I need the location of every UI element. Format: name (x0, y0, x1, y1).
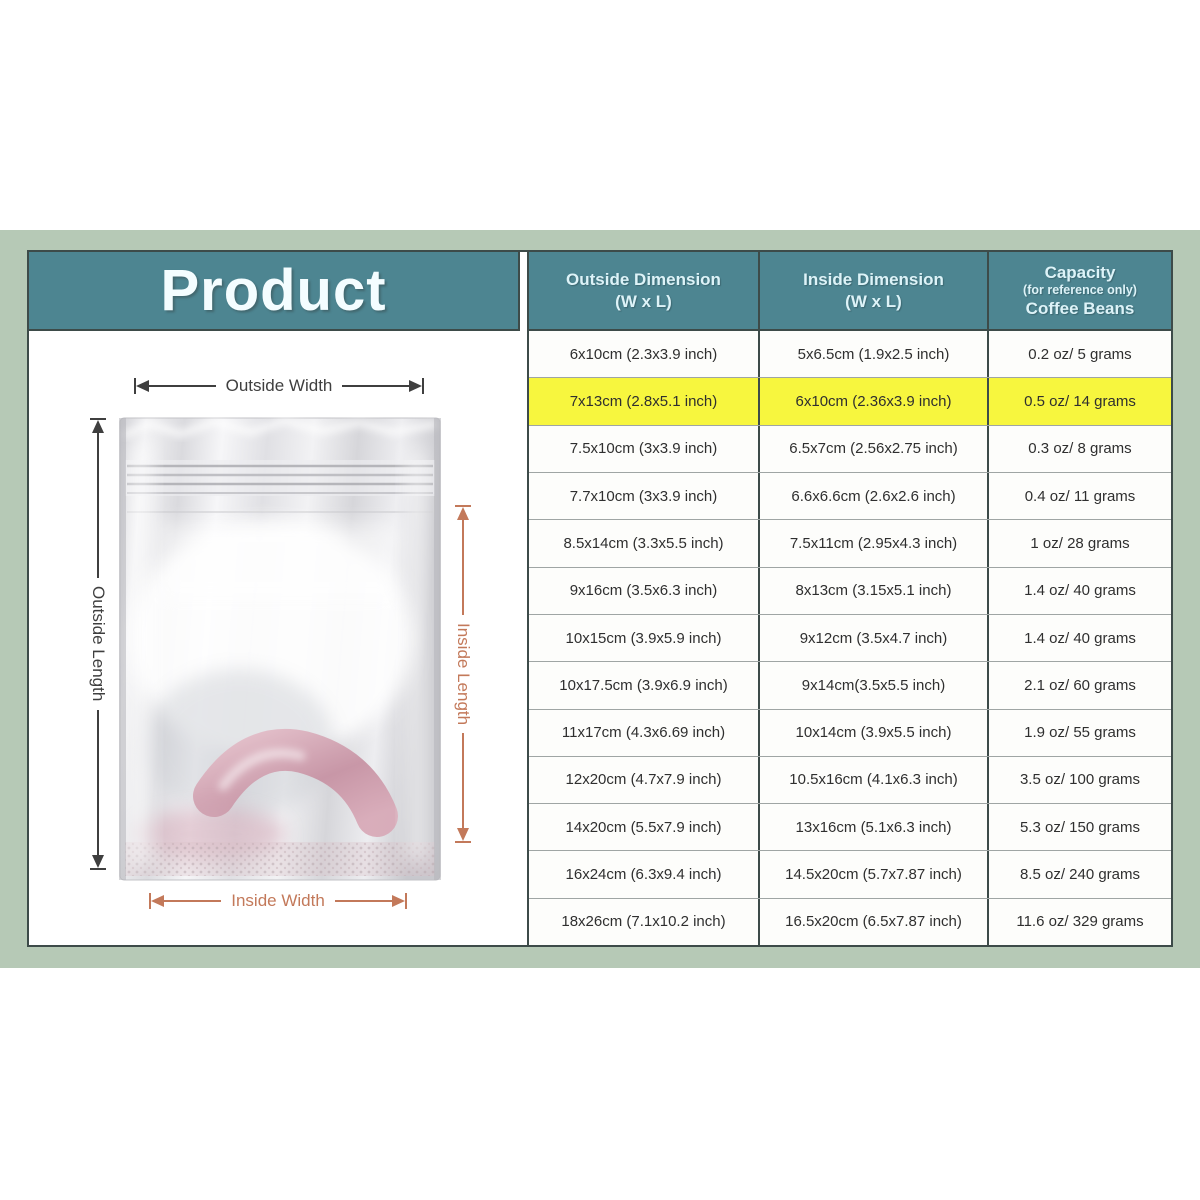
cell-inside: 6.5x7cm (2.56x2.75 inch) (758, 426, 987, 472)
cell-capacity: 1.9 oz/ 55 grams (987, 710, 1171, 756)
arrow-line (97, 710, 99, 855)
arrow-line (462, 520, 464, 615)
cell-capacity: 1.4 oz/ 40 grams (987, 615, 1171, 661)
cell-outside: 7x13cm (2.8x5.1 inch) (569, 392, 718, 410)
arrow-line (97, 433, 99, 578)
cell-capacity: 0.4 oz/ 11 grams (987, 473, 1171, 519)
table-row (529, 803, 1171, 850)
cell-outside: 18x26cm (7.1x10.2 inch) (561, 913, 726, 931)
bag-illustration (119, 414, 441, 884)
arrow-right-icon (392, 895, 405, 907)
cell-outside: 10x17.5cm (3.9x6.9 inch) (559, 676, 728, 694)
dimension-table (527, 252, 1171, 945)
column-header-outside-dimension: Outside Dimension (W x L) (566, 270, 721, 311)
table-row (529, 850, 1171, 897)
arrow-cap (422, 378, 424, 394)
arrow-cap (455, 841, 471, 843)
table-row (529, 614, 1171, 661)
column-header-inside-dimension: Inside Dimension (W x L) (758, 252, 987, 329)
cell-outside: 6x10cm (2.3x3.9 inch) (569, 345, 718, 363)
inside-length-arrow (452, 505, 474, 843)
cell-capacity: 1.4 oz/ 40 grams (987, 568, 1171, 614)
product-title-bar (29, 252, 520, 331)
cell-capacity: 0.3 oz/ 8 grams (987, 426, 1171, 472)
table-row (529, 567, 1171, 614)
arrow-line (164, 900, 221, 902)
cell-capacity: 5.3 oz/ 150 grams (987, 804, 1171, 850)
cell-inside: 13x16cm (5.1x6.3 inch) (758, 804, 987, 850)
column-header-capacity: Capacity (for reference only) Coffee Beans (987, 252, 1171, 329)
cell-inside: 5x6.5cm (1.9x2.5 inch) (758, 331, 987, 377)
arrow-cap (405, 893, 407, 909)
cell-capacity: 1 oz/ 28 grams (987, 520, 1171, 566)
cell-inside: 6x10cm (2.36x3.9 inch) (758, 378, 987, 424)
cell-outside: 12x20cm (4.7x7.9 inch) (565, 771, 722, 789)
product-bag-image (119, 414, 441, 884)
cell-outside: 16x24cm (6.3x9.4 inch) (565, 866, 722, 884)
table-row (529, 709, 1171, 756)
outside-width-label: Outside Width (225, 376, 333, 395)
arrow-line (149, 385, 216, 387)
table-row (529, 661, 1171, 708)
inside-width-label: Inside Width (231, 891, 325, 910)
cell-capacity: 11.6 oz/ 329 grams (987, 899, 1171, 945)
table-row (529, 756, 1171, 803)
cell-outside: 9x16cm (3.5x6.3 inch) (569, 582, 718, 600)
arrow-line (342, 385, 409, 387)
inside-width-arrow (149, 892, 407, 910)
cell-inside: 16.5x20cm (6.5x7.87 inch) (758, 899, 987, 945)
arrow-up-icon (457, 507, 469, 520)
cell-inside: 7.5x11cm (2.95x4.3 inch) (758, 520, 987, 566)
cell-inside: 6.6x6.6cm (2.6x2.6 inch) (758, 473, 987, 519)
arrow-cap (90, 868, 106, 870)
cell-outside: 7.5x10cm (3x3.9 inch) (569, 440, 718, 458)
cell-outside: 7.7x10cm (3x3.9 inch) (569, 487, 718, 505)
cell-inside: 10.5x16cm (4.1x6.3 inch) (758, 757, 987, 803)
cell-outside: 11x17cm (4.3x6.69 inch) (561, 724, 726, 742)
table-row-highlighted (529, 377, 1171, 424)
cell-inside: 14.5x20cm (5.7x7.87 inch) (758, 851, 987, 897)
cell-outside: 8.5x14cm (3.3x5.5 inch) (563, 534, 724, 552)
table-row (529, 472, 1171, 519)
cell-capacity: 8.5 oz/ 240 grams (987, 851, 1171, 897)
content-panel (27, 250, 1173, 947)
arrow-down-icon (92, 855, 104, 868)
arrow-left-icon (136, 380, 149, 392)
outside-length-arrow (87, 418, 109, 870)
arrow-left-icon (151, 895, 164, 907)
table-row (529, 519, 1171, 566)
table-row (529, 425, 1171, 472)
arrow-right-icon (409, 380, 422, 392)
arrow-line (462, 733, 464, 828)
cell-capacity: 0.5 oz/ 14 grams (987, 378, 1171, 424)
outside-width-arrow (134, 377, 424, 395)
arrow-line (335, 900, 392, 902)
table-body (529, 331, 1171, 945)
cell-inside: 9x14cm(3.5x5.5 inch) (758, 662, 987, 708)
cell-inside: 9x12cm (3.5x4.7 inch) (758, 615, 987, 661)
cell-outside: 14x20cm (5.5x7.9 inch) (565, 818, 722, 836)
table-row (529, 898, 1171, 945)
cell-inside: 10x14cm (3.9x5.5 inch) (758, 710, 987, 756)
table-row (529, 331, 1171, 377)
outside-length-label: Outside Length (89, 586, 108, 702)
cell-capacity: 3.5 oz/ 100 grams (987, 757, 1171, 803)
inside-length-label: Inside Length (454, 622, 473, 726)
cell-inside: 8x13cm (3.15x5.1 inch) (758, 568, 987, 614)
cell-outside: 10x15cm (3.9x5.9 inch) (565, 629, 722, 647)
cell-capacity: 2.1 oz/ 60 grams (987, 662, 1171, 708)
page-title: Product (160, 258, 387, 323)
arrow-down-icon (457, 828, 469, 841)
arrow-up-icon (92, 420, 104, 433)
cell-capacity: 0.2 oz/ 5 grams (987, 331, 1171, 377)
table-header-row (529, 252, 1171, 331)
